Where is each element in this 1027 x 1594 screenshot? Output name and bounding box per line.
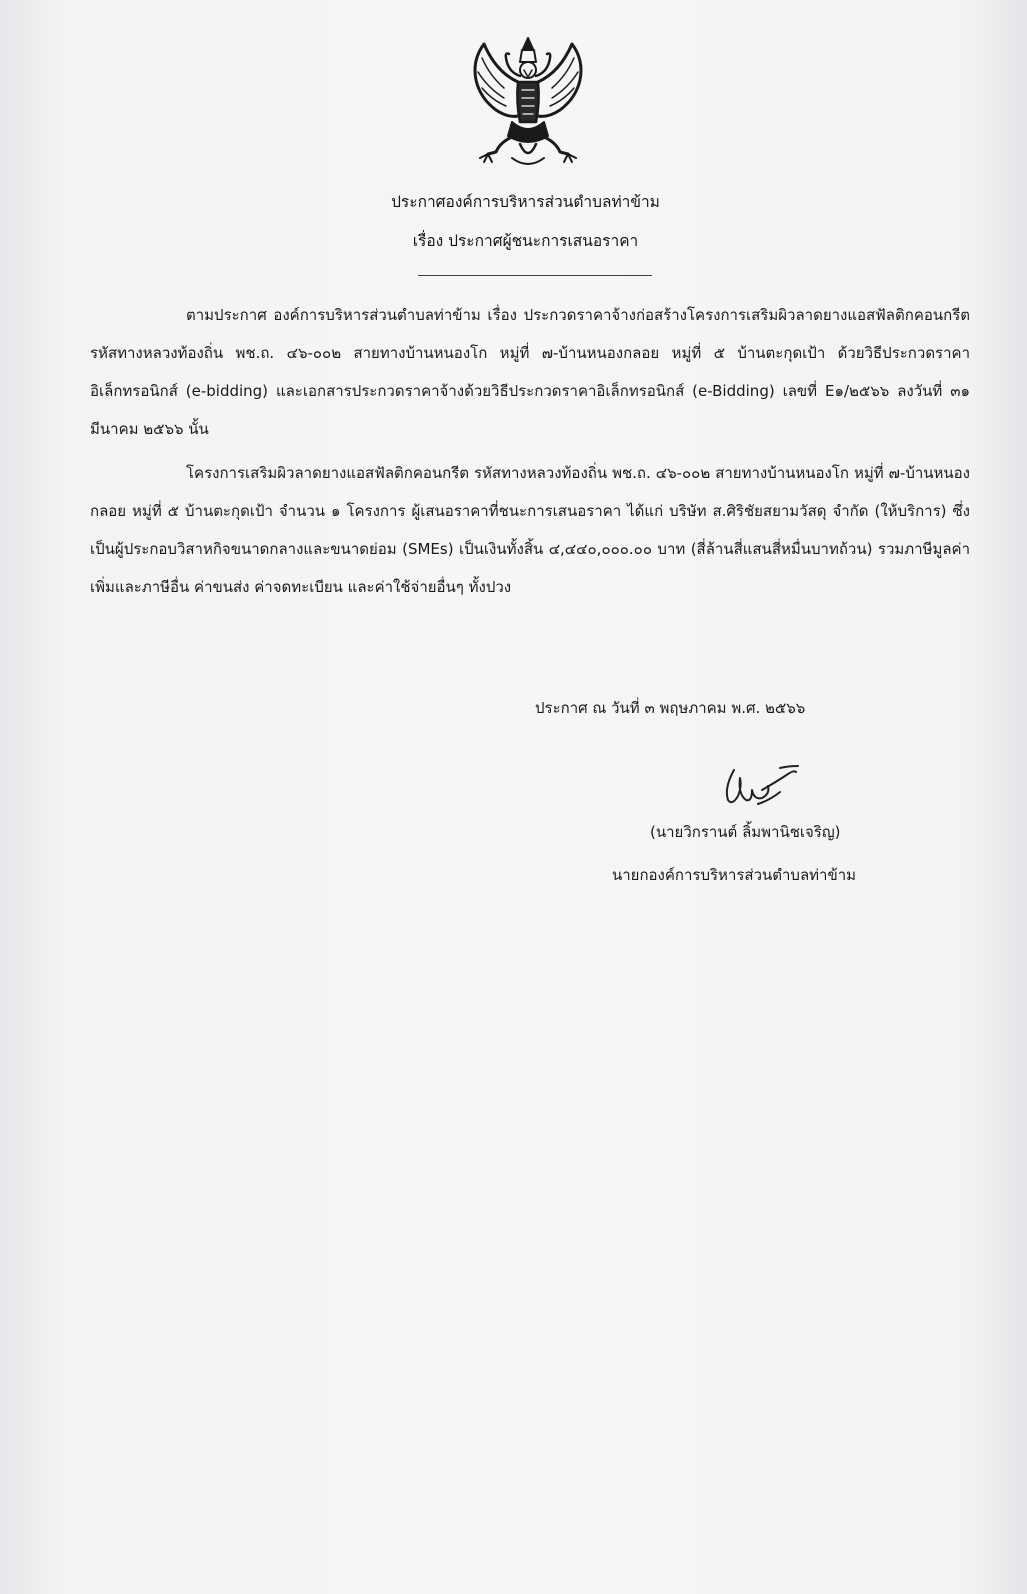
handwritten-signature-icon [718,760,802,816]
announcement-date: ประกาศ ณ วันที่ ๓ พฤษภาคม พ.ศ. ๒๕๖๖ [535,699,806,717]
garuda-emblem-icon [462,32,594,172]
signer-name: (นายวิกรานต์ ลิ้มพานิชเจริญ) [650,823,841,841]
signer-title: นายกองค์การบริหารส่วนตำบลท่าข้าม [612,866,857,884]
subject-line: เรื่อง ประกาศผู้ชนะการเสนอราคา [412,232,639,250]
organization-heading: ประกาศองค์การบริหารส่วนตำบลท่าข้าม [391,193,660,211]
paragraph-reference: ตามประกาศ องค์การบริหารส่วนตำบลท่าข้าม เรื่อง ประกวดราคาจ้างก่อสร้างโครงการเสริมผิวลาดยางแอสฟัลติกคอนกรีต รหัสทางหลวงท้องถิ่น พช.ถ. ๔๖-๐๐๒ สายทางบ้านหนองโก หมู่ที่ ๗-บ้านหนองกลอย หมู่ที่ ๕ บ้านตะกุดเป้า ด้วยวิธีประกวดราคาอิเล็กทรอนิกส์ (e-bidding) และเอกสารประกวดราคาจ้างด้วยวิธีประกวดราคาอิเล็กทรอนิกส์ (e-Bidding) เลขที่ E๑/๒๕๖๖ ลงวันที่ ๓๑ มีนาคม ๒๕๖๖ นั้น [90,306,970,438]
divider [418,275,652,276]
paragraph-winner: โครงการเสริมผิวลาดยางแอสฟัลติกคอนกรีต รหัสทางหลวงท้องถิ่น พช.ถ. ๔๖-๐๐๒ สายทางบ้านหนองโก หมู่ที่ ๗-บ้านหนองกลอย หมู่ที่ ๕ บ้านตะกุดเป้า จำนวน ๑ โครงการ ผู้เสนอราคาที่ชนะการเสนอราคา ได้แก่ บริษัท ส.ศิริชัยสยามวัสดุ จำกัด (ให้บริการ) ซึ่งเป็นผู้ประกอบวิสาหกิจขนาดกลางและขนาดย่อม (SMEs) เป็นเงินทั้งสิ้น ๔,๔๔๐,๐๐๐.๐๐ บาท (สี่ล้านสี่แสนสี่หมื่นบาทถ้วน) รวมภาษีมูลค่าเพิ่มและภาษีอื่น ค่าขนส่ง ค่าจดทะเบียน และค่าใช้จ่ายอื่นๆ ทั้งปวง [90,464,970,596]
